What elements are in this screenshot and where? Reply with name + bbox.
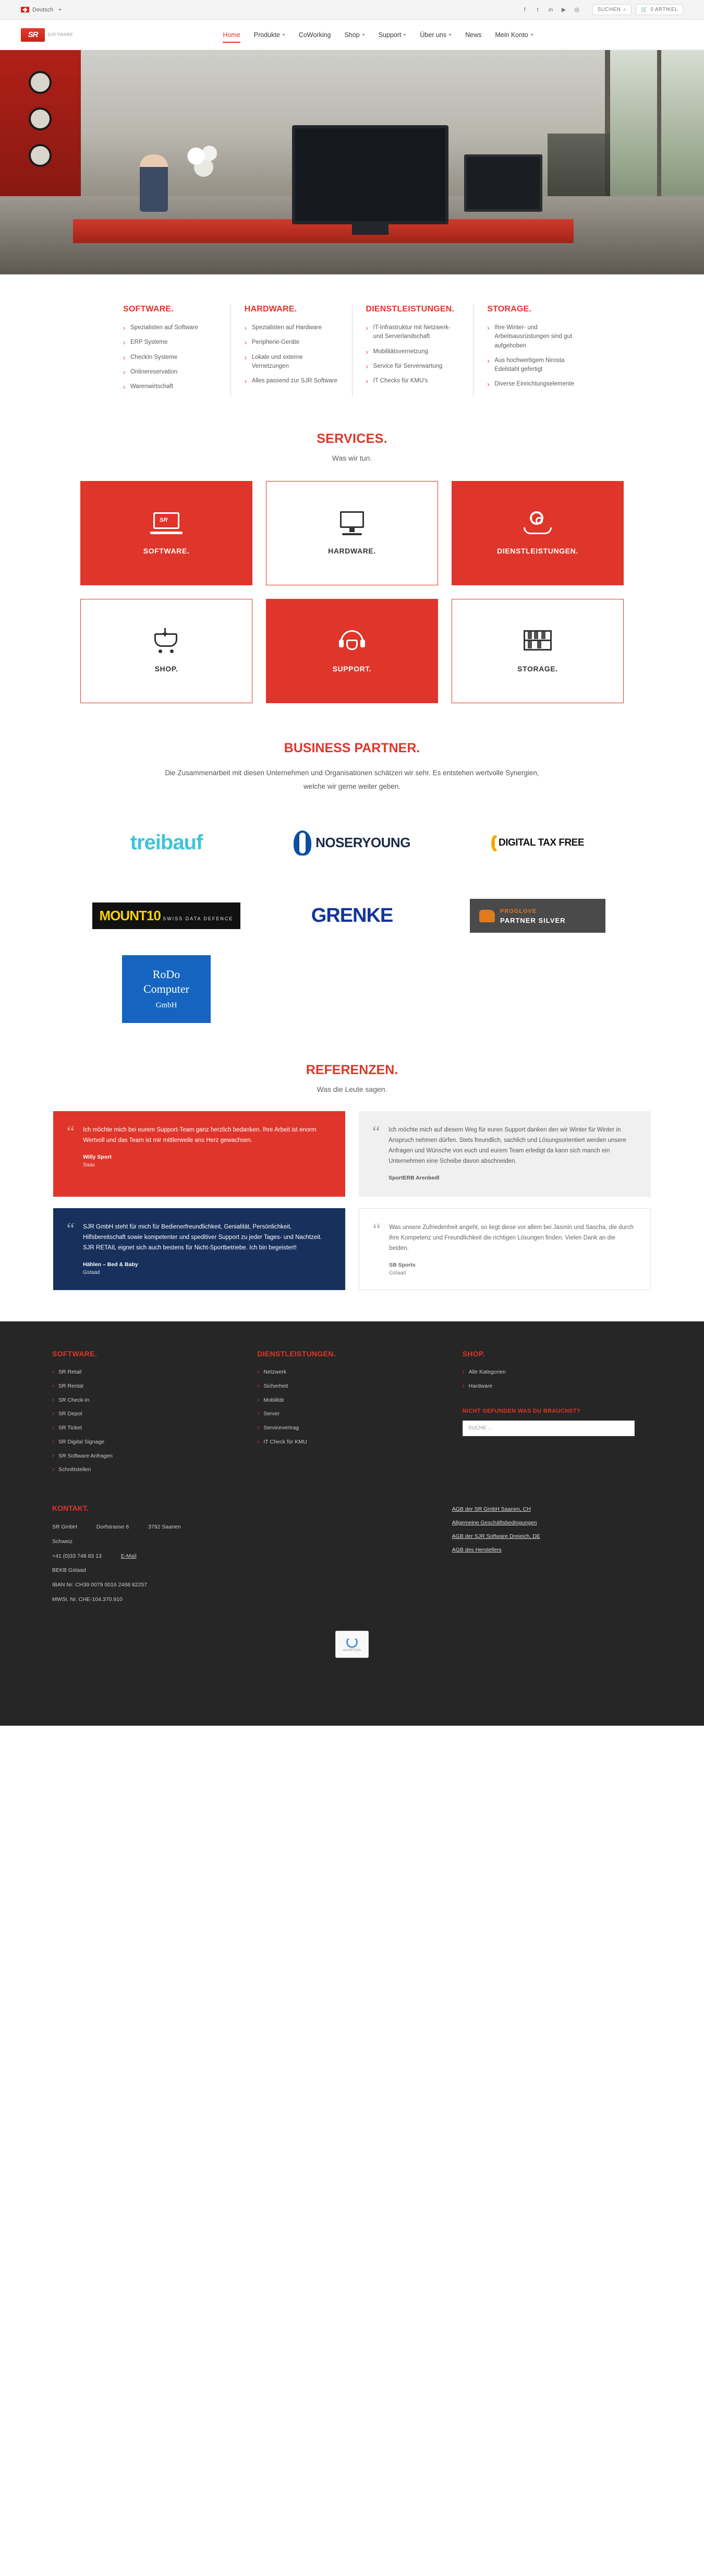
contact-phone-email [52, 1552, 452, 1561]
nav-label: Mein Konto [495, 31, 528, 39]
nav-label: Über uns [420, 31, 447, 39]
zip-city: 3792 Saanen [148, 1523, 181, 1530]
legal-link[interactable]: AGB der SR GmbH Saanen, CH [452, 1506, 531, 1512]
partner-logo-noseryoung[interactable] [266, 814, 438, 872]
footer-contact-section [52, 1504, 652, 1610]
business-partners-section [0, 714, 704, 1038]
testimonial-role: Gstaad [83, 1270, 100, 1276]
footer-search-title: NICHT GEFUNDEN WAS DU BRAUCHST? [462, 1407, 580, 1414]
hero-shop-photo [0, 50, 704, 274]
feature-column-dienstleistungen [353, 305, 474, 397]
mount10-wordmark: MOUNT10 [99, 908, 161, 924]
nav-item-ueber-uns[interactable] [420, 28, 452, 42]
nav-label: Support [378, 31, 402, 39]
footer-link-list [257, 1368, 446, 1446]
footer-link[interactable]: › SR Digital Signage [52, 1438, 241, 1446]
nav-label: Shop [344, 31, 360, 39]
testimonial-role: Saas [83, 1162, 95, 1168]
search-button[interactable] [592, 4, 632, 15]
facebook-icon[interactable]: f [524, 6, 526, 13]
rodo-line2: Computer [143, 982, 189, 996]
wall-clock-icon [29, 144, 52, 167]
rodo-line1: RoDo [152, 968, 180, 981]
hero-shelf [548, 134, 610, 196]
quote-mark-icon: “ [67, 1220, 75, 1239]
chevron-down-icon [58, 9, 62, 11]
logo-mark: SR [21, 28, 45, 42]
site-logo[interactable] [21, 28, 73, 42]
column-list [245, 323, 338, 386]
list-item[interactable]: › Alles passend zur SJR Software [245, 377, 338, 386]
youtube-icon[interactable]: ▶ [561, 7, 566, 13]
footer-column-title: DIENSTLEISTUNGEN. [257, 1350, 336, 1358]
partner-logo-rodo-computer[interactable] [80, 960, 252, 1018]
treibauf-wordmark: treibauf [130, 831, 203, 854]
testimonial-author: SB Sports [389, 1262, 416, 1269]
nav-item-support[interactable] [379, 28, 407, 42]
column-title: HARDWARE. [244, 305, 297, 314]
nav-item-home[interactable] [223, 28, 240, 42]
language-selector[interactable] [21, 7, 62, 13]
site-header [0, 20, 704, 50]
partner-logo-grenke[interactable] [266, 887, 438, 945]
feature-column-storage [474, 305, 594, 397]
column-list [487, 323, 581, 389]
partner-logo-digital-tax-free[interactable] [452, 814, 624, 872]
chevron-down-icon [282, 34, 285, 36]
footer-column-title: SOFTWARE. [52, 1350, 97, 1358]
headset-icon [336, 629, 368, 653]
feature-columns [0, 274, 704, 422]
tile-label: SOFTWARE. [143, 547, 190, 556]
testimonial-author: Willy Sport [83, 1153, 112, 1160]
dtf-wordmark: DIGITAL TAX FREE [498, 837, 585, 848]
partner-logos [0, 793, 704, 1033]
linkedin-icon[interactable]: in [548, 6, 553, 13]
nav-item-coworking[interactable] [299, 28, 331, 42]
nav-item-shop[interactable] [344, 28, 365, 42]
address-country: Schweiz [52, 1538, 73, 1545]
chevron-down-icon [403, 34, 406, 36]
bank-name: BEKB Gstaad [52, 1567, 86, 1574]
tile-label: SUPPORT. [332, 665, 372, 673]
wall-clock-icon [29, 71, 52, 94]
wall-clock-icon [29, 107, 52, 130]
footer-columns [52, 1350, 652, 1480]
tile-label: HARDWARE. [328, 547, 376, 556]
list-item[interactable]: › Service für Serverwartung [366, 362, 460, 371]
partner-logo-empty [452, 960, 624, 1018]
footer-link[interactable]: › SR Retail [52, 1368, 241, 1376]
service-tile-software[interactable] [80, 481, 252, 585]
site-footer [0, 1321, 704, 1678]
legal-link[interactable]: AGB der SJR Software Dreieich, DE [452, 1533, 540, 1539]
cart-label: 0 ARTIKEL [650, 7, 678, 13]
recaptcha-icon [346, 1636, 358, 1648]
footer-link[interactable]: › Servicevertrag [257, 1424, 446, 1432]
tile-label: STORAGE. [517, 665, 558, 673]
references-grid [0, 1093, 704, 1291]
hero-flowers [184, 142, 225, 183]
logo-subtitle: SOFTWARE [47, 32, 74, 37]
references-subtitle: Was die Leute sagen. [317, 1085, 387, 1093]
service-tile-dienstleistungen[interactable] [452, 481, 624, 585]
footer-link[interactable]: › Netzwerk [257, 1368, 446, 1376]
laptop-icon: SR [150, 511, 183, 535]
nav-label: News [465, 31, 482, 39]
partner-logo-treibauf[interactable] [80, 814, 252, 872]
testimonial-role: Gstaad [389, 1270, 406, 1277]
references-title: REFERENZEN. [306, 1062, 398, 1077]
footer-link[interactable]: › SR Software Anfragen [52, 1452, 241, 1460]
footer-link[interactable]: › Server [257, 1410, 446, 1418]
footer-bottom-spacer [0, 1679, 704, 1726]
glove-icon [479, 910, 495, 922]
main-navigation [73, 28, 683, 42]
testimonial-card [359, 1208, 651, 1290]
service-tile-hardware[interactable] [266, 481, 438, 585]
service-tile-storage[interactable] [452, 599, 624, 703]
quote-mark-icon: “ [372, 1122, 381, 1142]
testimonial-card [53, 1111, 345, 1197]
column-title: DIENSTLEISTUNGEN. [366, 305, 455, 314]
list-item[interactable]: › Ihre Winter- und Arbeitsausrüstungen sind gut aufgehoben [487, 323, 581, 351]
nav-label: Produkte [253, 31, 280, 39]
phone-number[interactable]: +41 (0)33 748 83 13 [52, 1552, 102, 1559]
footer-link[interactable]: › SR Depot [52, 1410, 241, 1418]
list-item[interactable]: › CheckIn Systeme [123, 353, 217, 362]
recaptcha-label: reCAPTCHA [343, 1648, 361, 1652]
email-link[interactable]: E-Mail [120, 1552, 137, 1559]
footer-column-software [52, 1350, 241, 1480]
swiss-flag-icon [21, 7, 29, 13]
service-tile-shop[interactable] [80, 599, 252, 703]
partner-logo-empty [266, 960, 438, 1018]
shopping-cart-icon [150, 629, 183, 653]
twitter-icon[interactable]: t [537, 6, 539, 13]
footer-link-list [52, 1368, 241, 1474]
monitor-icon [336, 511, 368, 535]
nav-item-news[interactable] [465, 28, 481, 42]
hero-monitor-large [292, 125, 448, 224]
hero-person [140, 154, 168, 212]
partners-text: Die Zusammenarbeit mit diesen Unternehmen und Organisationen schätzen wir sehr. Es entstehen wertvolle Synergien, welche wir gerne weiter geben. [165, 769, 539, 790]
footer-link[interactable]: › Alle Kategorien [463, 1368, 652, 1376]
footer-contact-details [52, 1504, 452, 1610]
footer-link[interactable]: › SR Ticket [52, 1424, 241, 1432]
nav-item-produkte[interactable] [254, 28, 285, 42]
hero-banner [0, 50, 704, 274]
testimonial-card [359, 1111, 651, 1197]
social-links [521, 6, 581, 14]
footer-link[interactable]: › IT Check für KMU [257, 1438, 446, 1446]
street: Dorfstrasse 6 [96, 1523, 129, 1530]
legal-link[interactable]: AGB des Herstellers [452, 1546, 502, 1553]
list-item[interactable]: › Mobilitätsvernetzung [366, 347, 460, 356]
proglove-tier: PARTNER SILVER [500, 916, 566, 924]
list-item[interactable]: › IT Checks für KMU's [366, 377, 460, 386]
feature-column-software [110, 305, 231, 397]
footer-column-shop [463, 1350, 652, 1480]
list-item[interactable]: › Onlinereservation [123, 368, 217, 377]
instagram-icon[interactable]: ◎ [574, 7, 579, 13]
services-tiles [0, 462, 704, 714]
recaptcha-badge[interactable] [335, 1631, 369, 1658]
noseryoung-wordmark: NOSERYOUNG [315, 835, 410, 851]
chevron-down-icon [362, 34, 365, 36]
search-label: SUCHEN [597, 7, 621, 13]
footer-search-input[interactable] [463, 1421, 635, 1436]
footer-search-placeholder: SUCHE ... [468, 1425, 492, 1431]
list-item[interactable]: › Warenwirtschaft [123, 382, 217, 391]
cart-icon: 🛒 [641, 7, 648, 13]
testimonial-author: Hählen – Bed & Baby [83, 1261, 138, 1268]
footer-link[interactable]: › Hardware [463, 1382, 652, 1390]
hero-monitor-small [464, 154, 542, 212]
footer-link[interactable]: › Sicherheit [257, 1382, 446, 1390]
mwst-number: MWSt. Nr. CHE-104.370.910 [52, 1596, 123, 1603]
list-item[interactable]: › Lokale und externe Vernetzungen [245, 353, 338, 371]
rodo-line3: GmbH [155, 1001, 177, 1010]
partners-title: BUSINESS PARTNER. [284, 741, 420, 756]
list-item[interactable]: › ERP Systeme [123, 338, 217, 347]
grenke-wordmark: GRENKE [311, 905, 393, 927]
feature-column-hardware [231, 305, 353, 397]
tile-label: DIENSTLEISTUNGEN. [497, 547, 578, 556]
partner-logo-mount10[interactable] [80, 887, 252, 945]
list-item[interactable]: › Spezialisten auf Software [123, 323, 217, 332]
list-item[interactable]: › Diverse Einrichtungselemente [487, 380, 581, 389]
footer-link[interactable]: › SR Rental [52, 1382, 241, 1390]
address-line-1 [52, 1523, 452, 1532]
footer-contact-title: KONTAKT. [52, 1503, 89, 1512]
footer-search-block [463, 1408, 652, 1436]
column-list [123, 323, 217, 391]
services-subtitle: Was wir tun. [332, 454, 372, 463]
nav-label: CoWorking [298, 31, 331, 39]
testimonial-text: Ich möchte mich auf diesem Weg für euren Support danken den wir Winter für Winter in Anspruch nehmen dürfen. Stets freundlich, sachlich und Lösungsorientiert werden unsere Anfragen und Wünsche von euch und eurem Team erledigt da kann sich manch ein Unternehmen eine Scheibe davon abschneiden. [389, 1126, 626, 1164]
footer-link[interactable]: › Schnittstellen [52, 1466, 241, 1474]
iban: IBAN Nr: CH39 0079 0016 2468 82257 [52, 1582, 148, 1588]
footer-link[interactable]: › SR Check-In [52, 1397, 241, 1404]
top-utility-bar [0, 0, 704, 20]
services-title: SERVICES. [317, 431, 387, 447]
nav-item-mein-konto[interactable] [495, 28, 533, 42]
nav-label: Home [223, 31, 240, 39]
testimonial-text: Was unsere Zufriedenheit angeht, so liegt diese vor allem bei Jasmin und Sascha, die durch ihre Kompetenz und Freundlichkeit die richtigen Lösungen finden. Vielen Dank an die beiden. [389, 1224, 634, 1252]
footer-column-title: SHOP. [462, 1350, 485, 1358]
tile-label: SHOP. [154, 665, 178, 673]
footer-legal-links [452, 1504, 652, 1610]
column-title: STORAGE. [487, 305, 532, 314]
chevron-down-icon [448, 34, 452, 36]
footer-link-list [463, 1368, 652, 1390]
shelf-icon [521, 629, 554, 653]
company-name: SR GmbH [52, 1523, 77, 1530]
partner-logo-proglove[interactable] [452, 887, 624, 945]
search-icon: ⌕ [623, 7, 627, 13]
list-item[interactable]: › IT-Infrastruktur mit Netzwerk- und Serverlandschaft [366, 323, 460, 342]
gear-hand-icon [521, 511, 554, 535]
footer-column-dienstleistungen [257, 1350, 446, 1480]
testimonial-text: Ich möchte mich bei eurem Support-Team ganz herzlich bedanken. Ihre Arbeit ist enorm Wertvoll und das Team ist mir mittlerweile ans Herz gewachsen. [83, 1126, 317, 1143]
column-list [366, 323, 460, 386]
list-item[interactable]: › Aus hochwertigem Nirosta Edelstahl gefertigt [487, 356, 581, 375]
footer-link[interactable]: › Mobilität [257, 1397, 446, 1404]
quote-mark-icon: “ [67, 1122, 75, 1142]
dtf-circle-icon [491, 835, 499, 851]
list-item[interactable]: › Spezialisten auf Hardware [245, 323, 338, 332]
chevron-down-icon [530, 34, 533, 36]
legal-link[interactable]: Allgemeine Geschäftsbedingungen [452, 1519, 537, 1526]
list-item[interactable]: › Peripherie-Geräte [245, 338, 338, 347]
services-section-header [0, 422, 704, 462]
language-label: Deutsch [32, 6, 54, 13]
mount10-tagline: SWISS DATA DEFENCE [163, 916, 234, 922]
service-tile-support[interactable] [266, 599, 438, 703]
testimonial-author: SportERB Arenbedl [389, 1175, 440, 1182]
testimonial-text: SJR GmbH steht für mich für Bedienerfreundlichkeit, Genialität, Persönlichkeit, Hilfsbereitschaft sowie kompetenter und speditiver Support zu jeder Tages- und Nachtzeit. SJR RETAIL eignet sich auch bestens für Nicht-Sportbetriebe. Ich bin begeistert! [83, 1224, 322, 1251]
quote-mark-icon: “ [373, 1220, 381, 1240]
cart-button[interactable] [636, 4, 683, 15]
noser-figure-icon [294, 830, 311, 856]
column-title: SOFTWARE. [123, 305, 174, 314]
proglove-wordmark: PROGLOVE [500, 908, 537, 915]
testimonial-card [53, 1208, 345, 1290]
references-section [0, 1039, 704, 1322]
